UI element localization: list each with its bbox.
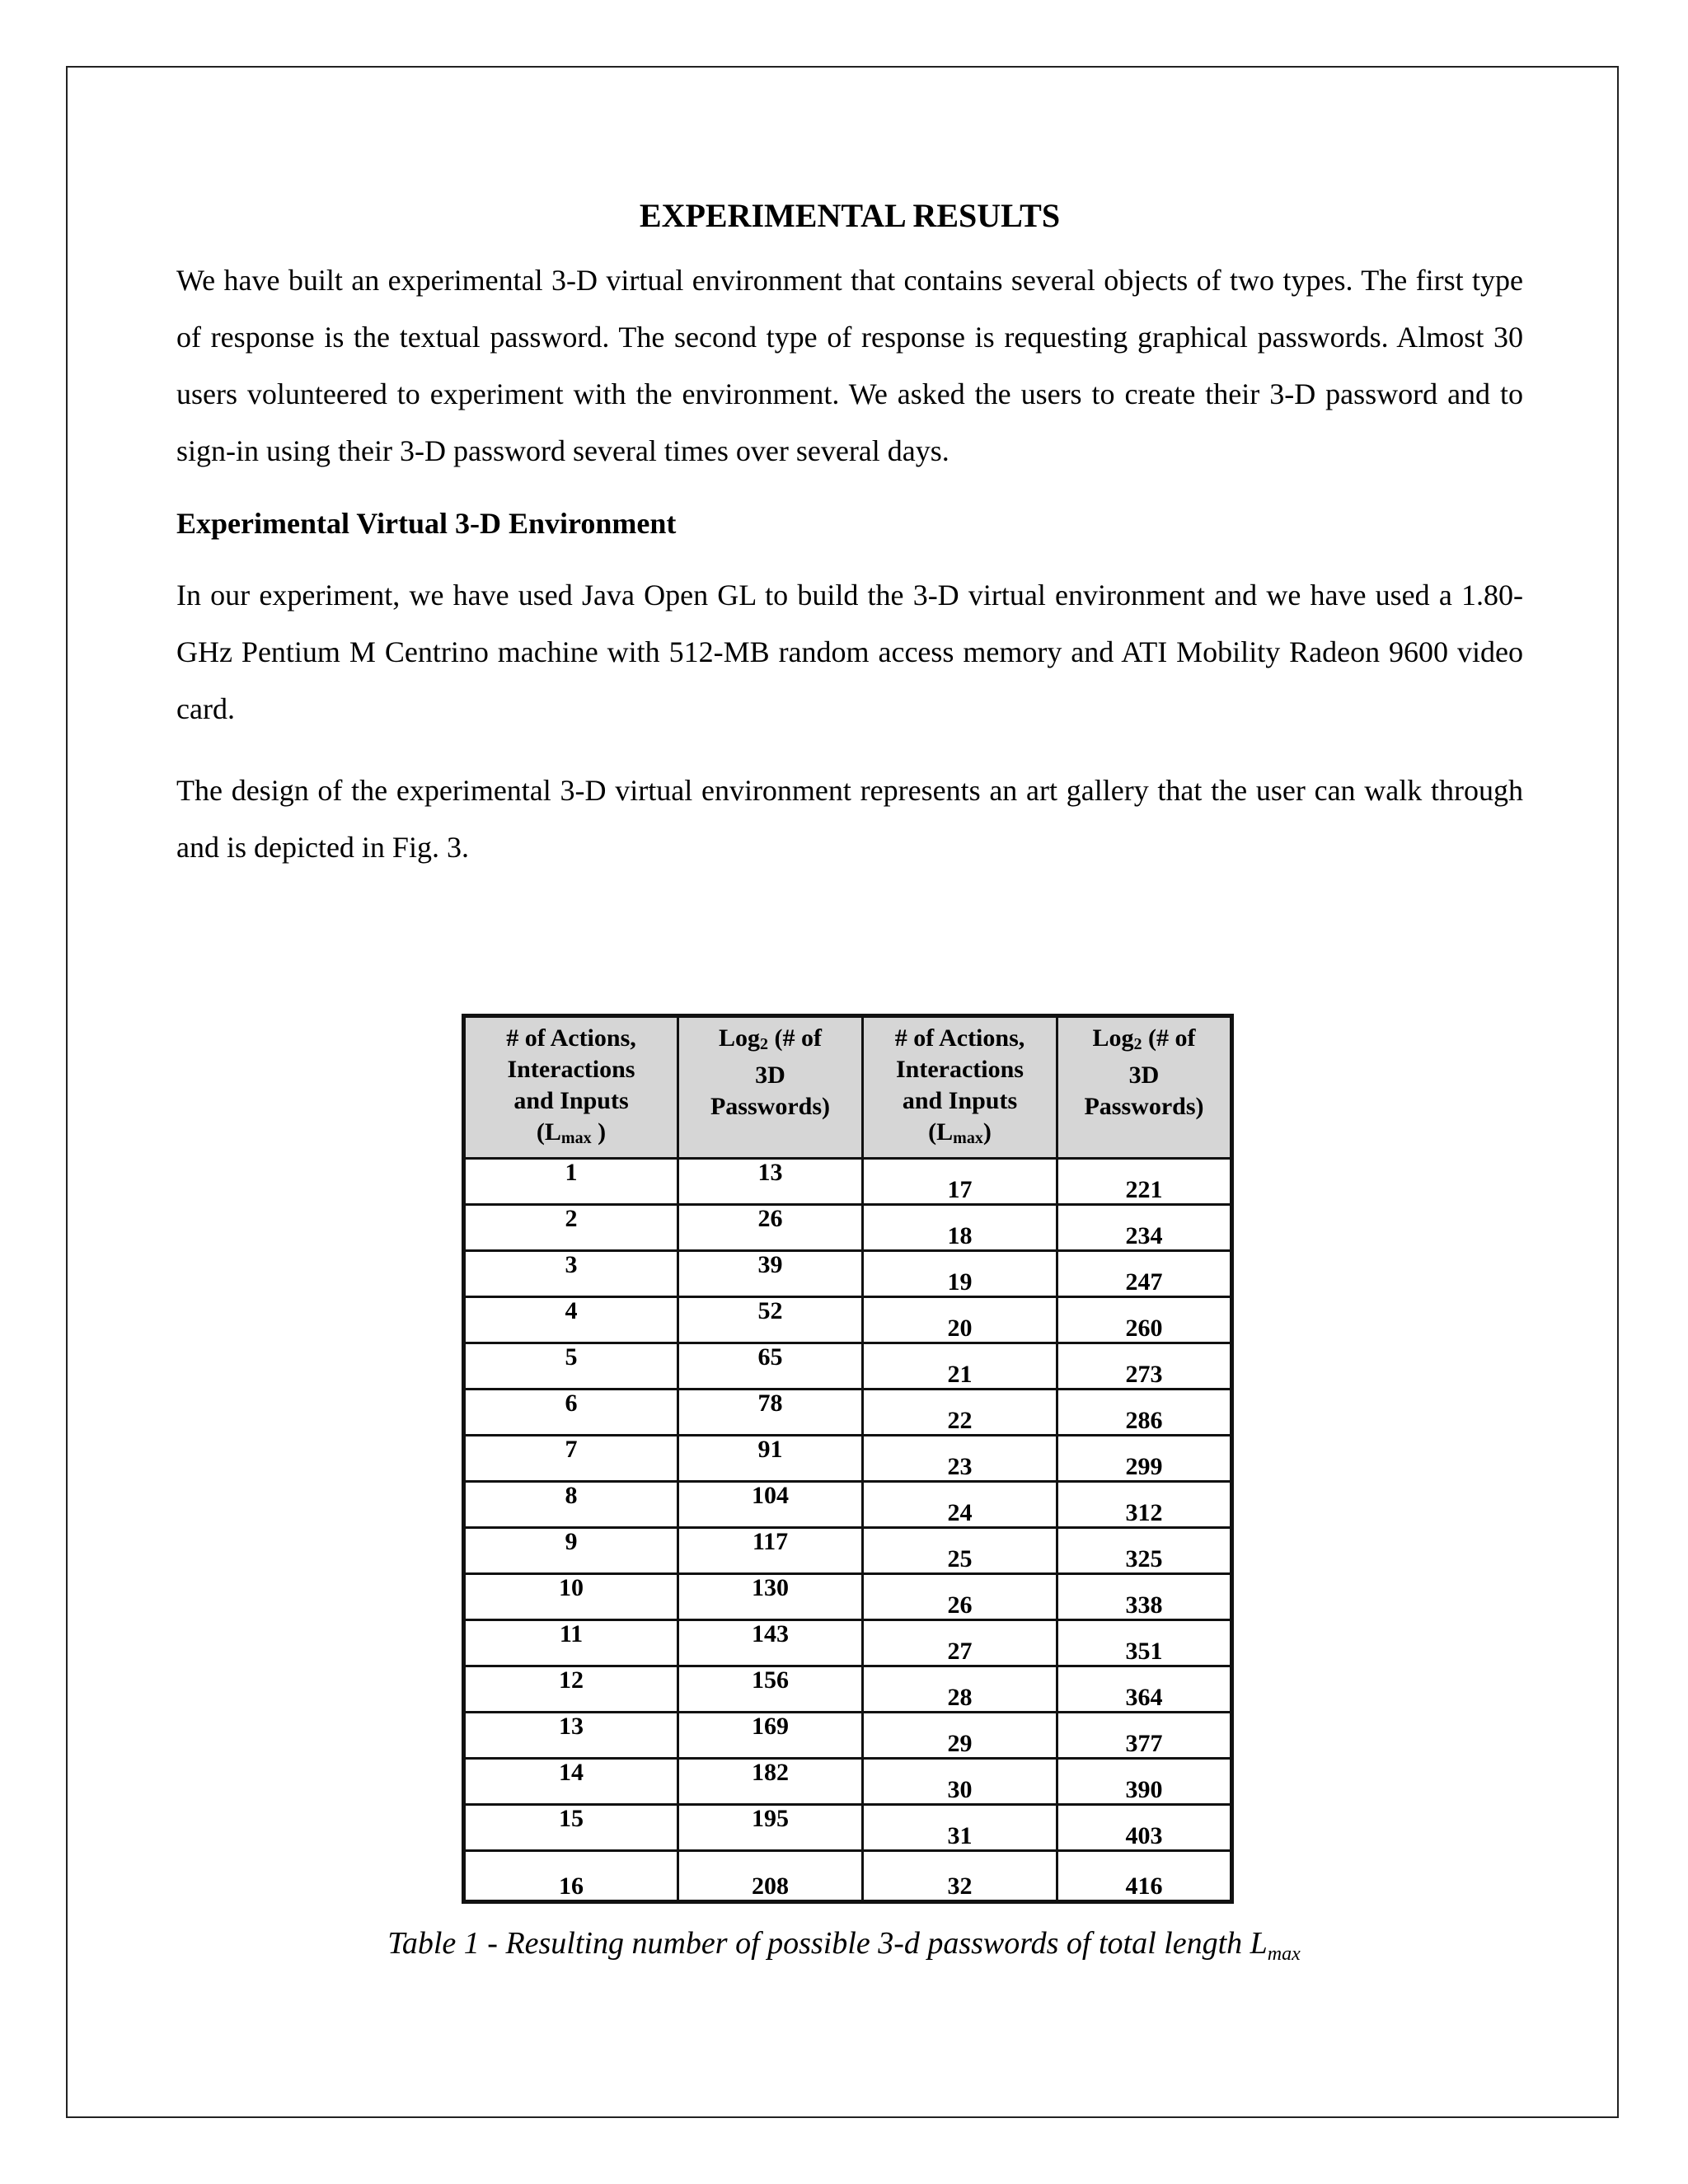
cell-log-b: 416 [1057, 1851, 1232, 1902]
table-row [464, 1528, 1232, 1574]
table-row [464, 1482, 1232, 1528]
header-actions-b: # of Actions, Interactions and Inputs $(L_{max})$ [863, 1016, 1057, 1159]
cell-log-a: 65 [678, 1343, 863, 1390]
cell-log-b: 325 [1057, 1528, 1232, 1574]
cell-log-a: 169 [678, 1713, 863, 1759]
cell-actions-b: 29 [863, 1713, 1057, 1759]
cell-actions-b: 19 [863, 1251, 1057, 1297]
cell-actions-a: 7 [464, 1436, 678, 1482]
cell-actions-a: 8 [464, 1482, 678, 1528]
table-row [464, 1759, 1232, 1805]
cell-actions-b: 20 [863, 1297, 1057, 1343]
cell-log-b: 338 [1057, 1574, 1232, 1620]
cell-log-b: 273 [1057, 1343, 1232, 1390]
table-body [464, 1159, 1232, 1902]
cell-log-a: 91 [678, 1436, 863, 1482]
cell-log-a: 39 [678, 1251, 863, 1297]
cell-log-a: 13 [678, 1159, 863, 1205]
cell-actions-b: 28 [863, 1666, 1057, 1713]
table-row [464, 1574, 1232, 1620]
cell-actions-b: 30 [863, 1759, 1057, 1805]
table-row [464, 1620, 1232, 1666]
cell-log-a: 117 [678, 1528, 863, 1574]
cell-log-a: 195 [678, 1805, 863, 1851]
results-table-wrapper [462, 1014, 1234, 1904]
hardware-paragraph: In our experiment, we have used Java Open GL to build the 3-D virtual environment and we have used a 1.80-GHz Pentium M Centrino machine with 512-MB random access memory and ATI Mobility Radeon 9600 video card. [176, 579, 1523, 725]
cell-log-b: 286 [1057, 1390, 1232, 1436]
cell-actions-b: 17 [863, 1159, 1057, 1205]
table-row [464, 1390, 1232, 1436]
cell-actions-b: 25 [863, 1528, 1057, 1574]
cell-log-a: 182 [678, 1759, 863, 1805]
table-row [464, 1159, 1232, 1205]
cell-log-b: 234 [1057, 1205, 1232, 1251]
cell-actions-b: 31 [863, 1805, 1057, 1851]
table-row [464, 1436, 1232, 1482]
cell-log-b: 260 [1057, 1297, 1232, 1343]
header-actions-a: # of Actions, Interactions and Inputs ($L_{max}$ ) [464, 1016, 678, 1159]
cell-log-b: 390 [1057, 1759, 1232, 1805]
table-row [464, 1343, 1232, 1390]
table-row [464, 1251, 1232, 1297]
results-table [462, 1014, 1234, 1904]
cell-log-b: 247 [1057, 1251, 1232, 1297]
cell-actions-a: 14 [464, 1759, 678, 1805]
document-body [176, 196, 1523, 876]
cell-log-b: 221 [1057, 1159, 1232, 1205]
cell-actions-b: 18 [863, 1205, 1057, 1251]
header-log-b: Log$_2$ (# of 3D Passwords) [1057, 1016, 1232, 1159]
table-row [464, 1805, 1232, 1851]
cell-actions-a: 1 [464, 1159, 678, 1205]
cell-actions-a: 13 [464, 1713, 678, 1759]
table-row [464, 1205, 1232, 1251]
cell-actions-a: 2 [464, 1205, 678, 1251]
cell-log-b: 364 [1057, 1666, 1232, 1713]
cell-actions-a: 10 [464, 1574, 678, 1620]
cell-log-a: 78 [678, 1390, 863, 1436]
cell-log-a: 26 [678, 1205, 863, 1251]
design-paragraph: The design of the experimental 3-D virtual environment represents an art gallery that the user can walk through and is depicted in Fig. 3. [176, 774, 1523, 864]
cell-log-b: 299 [1057, 1436, 1232, 1482]
cell-actions-a: 16 [464, 1851, 678, 1902]
cell-log-b: 403 [1057, 1805, 1232, 1851]
cell-actions-a: 12 [464, 1666, 678, 1713]
cell-log-a: 156 [678, 1666, 863, 1713]
cell-actions-a: 4 [464, 1297, 678, 1343]
intro-paragraph: We have built an experimental 3-D virtual environment that contains several objects of two types. The first type of response is the textual password. The second type of response is requesting graphical passwords. Almost 30 users volunteered to experiment with the environment. We asked the users to create their 3-D password and to sign-in using their 3-D password several times over several days. [176, 264, 1523, 467]
cell-actions-b: 24 [863, 1482, 1057, 1528]
table-row [464, 1851, 1232, 1902]
cell-log-b: 377 [1057, 1713, 1232, 1759]
table-header-row [464, 1016, 1232, 1159]
cell-log-b: 351 [1057, 1620, 1232, 1666]
page-title: EXPERIMENTAL RESULTS [639, 197, 1061, 234]
table-row [464, 1666, 1232, 1713]
cell-log-b: 312 [1057, 1482, 1232, 1528]
cell-actions-a: 5 [464, 1343, 678, 1390]
cell-actions-a: 15 [464, 1805, 678, 1851]
cell-log-a: 143 [678, 1620, 863, 1666]
section-heading: Experimental Virtual 3-D Environment [176, 507, 677, 540]
cell-actions-b: 21 [863, 1343, 1057, 1390]
header-log-a: Log$_2$ (# of 3D Passwords) [678, 1016, 863, 1159]
cell-log-a: 104 [678, 1482, 863, 1528]
cell-actions-a: 3 [464, 1251, 678, 1297]
cell-actions-b: 22 [863, 1390, 1057, 1436]
cell-log-a: 208 [678, 1851, 863, 1902]
cell-actions-a: 9 [464, 1528, 678, 1574]
cell-log-a: 130 [678, 1574, 863, 1620]
cell-actions-b: 32 [863, 1851, 1057, 1902]
table-caption: Table 1 - Resulting number of possible 3-d passwords of total length $L_{max}$ [387, 1926, 1301, 1965]
table-row [464, 1297, 1232, 1343]
cell-actions-a: 11 [464, 1620, 678, 1666]
cell-actions-a: 6 [464, 1390, 678, 1436]
cell-actions-b: 27 [863, 1620, 1057, 1666]
cell-log-a: 52 [678, 1297, 863, 1343]
cell-actions-b: 26 [863, 1574, 1057, 1620]
table-row [464, 1713, 1232, 1759]
cell-actions-b: 23 [863, 1436, 1057, 1482]
